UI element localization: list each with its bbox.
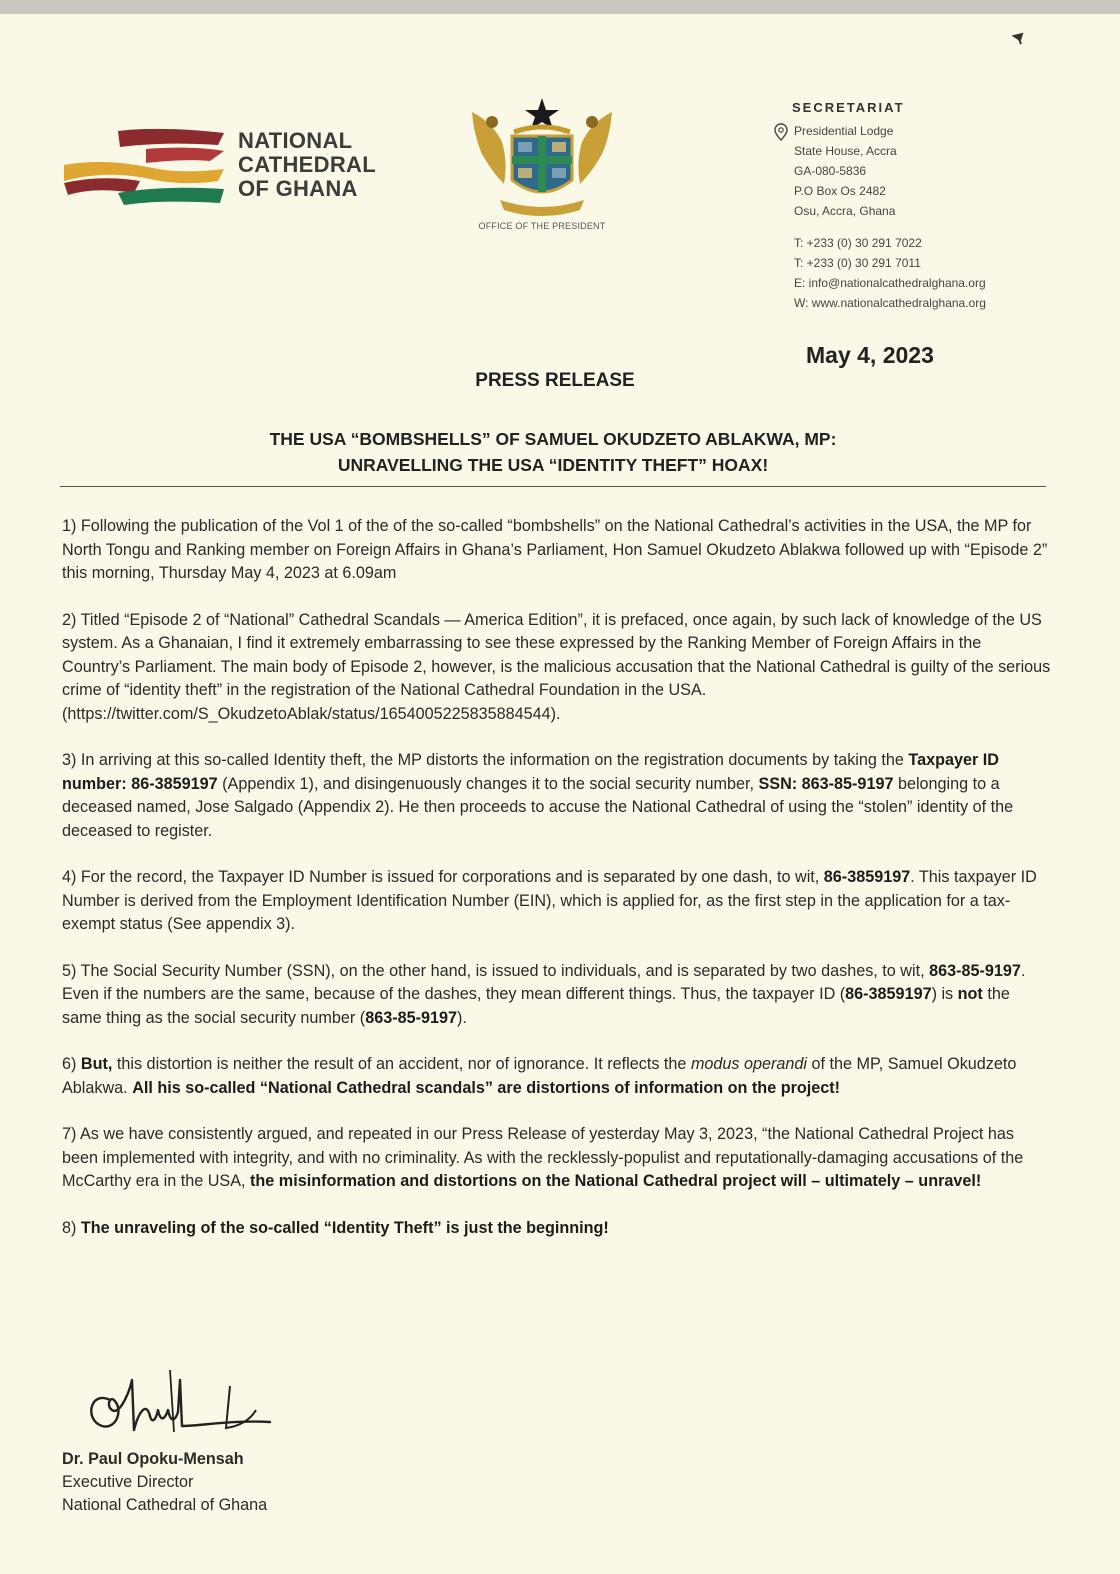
secretariat-block (790, 100, 1090, 313)
secretariat-contacts (790, 233, 1090, 313)
paragraph-1: 1) Following the publication of the Vol 1 of the of the so-called “bombshells” on the National Cathedral’s activities in the USA, the MP for North Tongu and Ranking member on Foreign Affairs in Ghana’s Parliament, Hon Samuel Okudzeto Ablakwa followed up with “Episode 2” this morning, Thursday May 4, 2023 at 6.09am (62, 517, 1048, 582)
press-release-label: PRESS RELEASE (475, 370, 635, 391)
paragraph-7: 7) As we have consistently argued, and repeated in our Press Release of yesterday May 3, 2023, “the National Cathedral Project has been implemented with integrity, and with no criminality. As with the recklessly-populist and reputationally-damaging accusations of the McCarthy era in the USA, the misinformation and distortions on the National Cathedral project will – ultimately – unravel! (62, 1125, 1024, 1190)
scan-mark-icon (1010, 28, 1030, 48)
phone-1: T: +233 (0) 30 291 7022 (794, 236, 922, 250)
release-date: May 4, 2023 (806, 342, 934, 368)
secretariat-title: SECRETARIAT (792, 100, 905, 115)
press-release-body (62, 515, 1052, 1263)
email: E: info@nationalcathedralghana.org (794, 276, 986, 290)
address-line: GA-080-5836 (794, 164, 867, 178)
headline-divider (60, 486, 1046, 487)
paragraph-3: 3) In arriving at this so-called Identity theft, the MP distorts the information on the registration documents by taking the Taxpayer ID number: 86-3859197 (Appendix 1), and disingenuously changes it to the social security number, SSN: 863-85-9197 belonging to a deceased named, Jose Salgado (Appendix 2). He then proceeds to accuse the National Cathedral of using the “stolen” identity of the deceased to register. (62, 751, 1014, 840)
signatory-block (62, 1448, 267, 1517)
address-line: Presidential Lodge (794, 124, 894, 138)
website: W: www.nationalcathedralghana.org (794, 296, 986, 310)
paragraph-5: 5) The Social Security Number (SSN), on the other hand, is issued to individuals, and is separated by two dashes, to wit, 863-85-9197. Even if the numbers are the same, because of the dashes, they mean different things. Thus, the taxpayer ID (86-3859197) is not the same thing as the social security number (863-85-9197). (62, 961, 1026, 1027)
signatory-name: Dr. Paul Opoku-Mensah (62, 1450, 244, 1468)
logo-wordmark (238, 129, 376, 201)
coat-of-arms-icon (462, 92, 622, 222)
scan-top-edge (0, 0, 1120, 14)
coat-of-arms (462, 92, 622, 237)
address-line: P.O Box Os 2482 (794, 184, 886, 198)
signatory-org: National Cathedral of Ghana (62, 1496, 268, 1514)
headline-line-2: UNRAVELLING THE USA “IDENTITY THEFT” HOAX! (337, 455, 769, 475)
signature-icon (80, 1360, 290, 1450)
headline-line-1: THE USA “BOMBSHELLS” OF SAMUEL OKUDZETO ABLAKWA, MP: (269, 429, 837, 449)
phone-2: T: +233 (0) 30 291 7011 (794, 256, 921, 270)
signatory-title: Executive Director (62, 1473, 194, 1491)
logo-line-2: CATHEDRAL (238, 152, 376, 177)
national-cathedral-logo (60, 125, 390, 215)
logo-line-1: NATIONAL (238, 128, 353, 153)
location-pin-icon (774, 123, 788, 141)
paragraph-2: 2) Titled “Episode 2 of “National” Cathedral Scandals — America Edition”, it is prefaced, once again, by such lack of knowledge of the US system. As a Ghanaian, I find it extremely embarrassing to see these expressed by the Ranking Member of Foreign Affairs in the Country’s Parliament. The main body of Episode 2, however, is the malicious accusation that the National Cathedral is guilty of the serious crime of “identity theft” in the registration of the National Cathedral Foundation in the USA. (https://twitter.com/S_OkudzetoAblak/status/1654005225835884544). (62, 610, 1051, 723)
address-line: Osu, Accra, Ghana (794, 204, 896, 218)
paragraph-6: 6) But, this distortion is neither the result of an accident, nor of ignorance. It reflects the modus operandi of the MP, Samuel Okudzeto Ablakwa. All his so-called “National Cathedral scandals” are distortions of information on the project! (62, 1055, 1017, 1097)
headline (60, 426, 1046, 478)
address-line: State House, Accra (794, 144, 897, 158)
secretariat-address (790, 121, 1090, 221)
paragraph-8: 8) The unraveling of the so-called “Identity Theft” is just the beginning! (62, 1218, 609, 1237)
logo-wave-icon (60, 125, 230, 215)
coat-of-arms-caption: OFFICE OF THE PRESIDENT (478, 221, 606, 231)
paragraph-4: 4) For the record, the Taxpayer ID Number is issued for corporations and is separated by one dash, to wit, 86-3859197. This taxpayer ID Number is derived from the Employment Identification Number (EIN), which is applied for, as the first step in the application for a tax-exempt status (See appendix 3). (62, 868, 1037, 933)
logo-line-3: OF GHANA (238, 176, 358, 201)
